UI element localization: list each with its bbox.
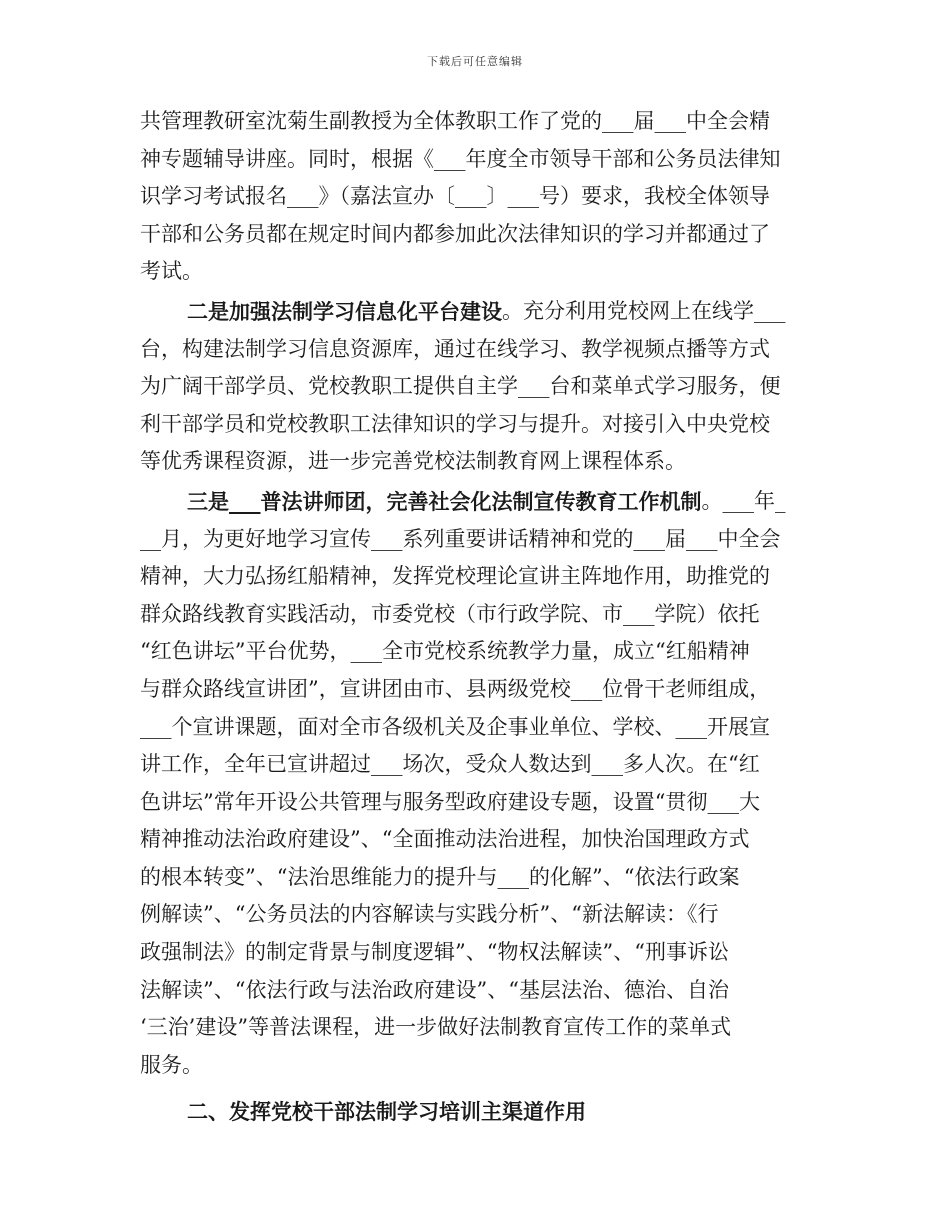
paragraph-lead-rest: 。___年_ bbox=[701, 488, 786, 513]
text-line: 讲工作，全年已宣讲超过___场次，受众人数达到___多人次。在“红 bbox=[140, 752, 760, 777]
text-line: “红色讲坛”平台优势，___全市党校系统教学力量，成立“红船精神 bbox=[140, 639, 750, 664]
paragraph-lead-line bbox=[140, 293, 816, 331]
paragraph-3 bbox=[140, 483, 816, 1085]
paragraph-2 bbox=[140, 293, 816, 481]
text-line: 识学习考试报名___》（嘉法宣办〔___〕___号）要求，我校全体领导 bbox=[140, 184, 770, 209]
text-line: 等优秀课程资源，进一步完善党校法制教育网上课程体系。 bbox=[140, 449, 686, 474]
text-line: 神专题辅导讲座。同时，根据《___年度全市领导干部和公务员法律知 bbox=[140, 146, 781, 171]
text-line: ‘三治’建设”等普法课程，进一步做好法制教育宣传工作的菜单式 bbox=[140, 1015, 732, 1040]
text-line: 利干部学员和党校教职工法律知识的学习与提升。对接引入中央党校 bbox=[140, 411, 770, 436]
paragraph-lead-rest: 。充分利用党校网上在线学___ bbox=[502, 298, 786, 323]
text-line: 干部和公务员都在规定时间内都参加此次法律知识的学习并都通过了 bbox=[140, 221, 770, 246]
text-line: 例解读”、“公务员法的内容解读与实践分析”、“新法解读：《行 bbox=[140, 902, 719, 927]
paragraph-1 bbox=[140, 103, 816, 291]
paragraph-lead-line bbox=[140, 483, 816, 521]
text-line: 群众路线教育实践活动，市委党校（市行政学院、市___学院）依托 bbox=[140, 601, 760, 626]
paragraph-lead-bold: 二是加强法制学习信息化平台建设 bbox=[187, 298, 502, 324]
text-line: 为广阔干部学员、党校教职工提供自主学___台和菜单式学习服务，便 bbox=[140, 374, 781, 399]
text-line: 与群众路线宣讲团”，宣讲团由市、县两级党校___位骨干老师组成， bbox=[140, 676, 771, 701]
text-line: 台，构建法制学习信息资源库，通过在线学习、教学视频点播等方式 bbox=[140, 336, 770, 361]
text-line: ___个宣讲课题，面对全市各级机关及企事业单位、学校、___开展宣 bbox=[140, 714, 770, 739]
text-line: 考试。 bbox=[140, 259, 203, 284]
document-body bbox=[140, 103, 816, 1132]
text-line: 法解读”、“依法行政与法治政府建设”、“基层法治、德治、自治 bbox=[140, 977, 729, 1002]
text-line: 精神，大力弘扬红船精神，发挥党校理论宣讲主阵地作用，助推党的 bbox=[140, 564, 770, 589]
page-header: 下载后可任意编辑 bbox=[427, 55, 523, 68]
text-line: 共管理教研室沈菊生副教授为全体教职工作了党的___届___中全会精 bbox=[140, 109, 770, 133]
text-line: 色讲坛”常年开设公共管理与服务型政府建设专题，设置“贯彻___大 bbox=[140, 789, 760, 814]
text-line: __月，为更好地学习宣传___系列重要讲话精神和党的___届___中全会 bbox=[140, 526, 781, 551]
text-line: 政强制法》的制定背景与制度逻辑”、“物权法解读”、“刑事诉讼 bbox=[140, 940, 729, 965]
text-line: 的根本转变”、“法治思维能力的提升与___的化解”、“依法行政案 bbox=[140, 864, 740, 889]
section-heading: 二、发挥党校干部法制学习培训主渠道作用 bbox=[187, 1099, 586, 1125]
text-line: 精神推动法治政府建设”、“全面推动法治进程，加快治国理政方式 bbox=[140, 827, 750, 852]
text-line: 服务。 bbox=[140, 1052, 203, 1077]
paragraph-lead-bold: 三是___普法讲师团，完善社会化法制宣传教育工作机制 bbox=[187, 488, 702, 514]
